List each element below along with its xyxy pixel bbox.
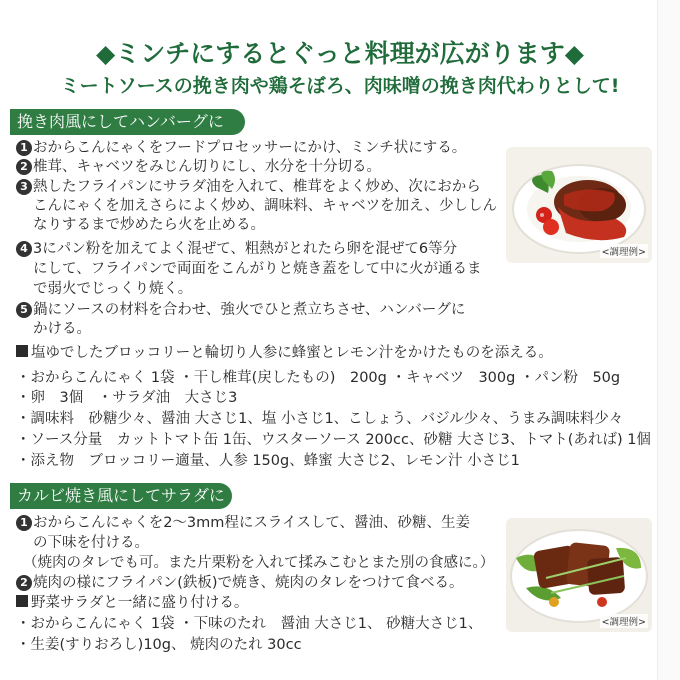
- ingredient-line: ・卵 3個 ・サラダ油 大さじ3: [16, 390, 238, 406]
- page-title: ◆ミンチにするとぐっと料理が広がります◆: [96, 39, 584, 68]
- step-number-icon: 5: [16, 302, 32, 318]
- step-text: （焼肉のタレでも可。また片栗粉を入れて揉みこむとまた別の食感に。）: [23, 555, 495, 571]
- ingredient-line: ・ソース分量 カットトマト缶 1缶、ウスターソース 200cc、砂糖 大さじ3、トマト(あれば) 1個: [16, 432, 651, 448]
- section-heading-kalbi: [10, 483, 232, 509]
- step-line: [33, 197, 497, 216]
- step-text: 3にパン粉を加えてよく混ぜて、粗熱がとれたら卵を混ぜて6等分: [33, 241, 458, 257]
- step-text: 鍋にソースの材料を合わせ、強火でひと煮立ちさせ、ハンバーグに: [33, 302, 466, 318]
- step-text: おからこんにゃくを2〜3mm程にスライスして、醤油、砂糖、生姜: [33, 515, 471, 531]
- step-text: おからこんにゃくをフードプロセッサーにかけ、ミンチ状にする。: [33, 140, 467, 156]
- step-text: の下味を付ける。: [33, 535, 149, 551]
- step-number-icon: 2: [16, 159, 32, 175]
- photo-caption: <調理例>: [600, 244, 648, 258]
- ingredient-line: ・添え物 ブロッコリー適量、人参 150g、蜂蜜 大さじ2、レモン汁 小さじ1: [16, 453, 520, 469]
- step-text: で弱火でじっくり焼く。: [33, 281, 193, 297]
- step-line: [16, 178, 481, 197]
- serving-note: [16, 594, 248, 613]
- step-line: [33, 320, 91, 339]
- step-line: [33, 216, 265, 235]
- step-line: [33, 534, 149, 553]
- serving-note: [16, 344, 553, 363]
- step-text: 椎茸、キャベツをみじん切りにし、水分を十分切る。: [33, 159, 381, 175]
- ingredient-line: ・生姜(すりおろし)10g、 焼肉のたれ 30cc: [16, 637, 302, 653]
- step-number-icon: 1: [16, 140, 32, 156]
- ingredient-line: ・おからこんにゃく 1袋 ・干し椎茸(戻したもの) 200g ・キャベツ 300g ・パン粉 50g: [16, 370, 621, 386]
- step-number-icon: 2: [16, 575, 32, 591]
- ingredient-line: ・調味料 砂糖少々、醤油 大さじ1、塩 小さじ1、こしょう、バジル少々、うまみ調味料少々: [16, 411, 624, 427]
- step-line: [16, 158, 381, 177]
- step-line: [16, 240, 457, 259]
- hamburg-photo: [506, 147, 652, 263]
- section-heading-label: 挽き肉風にしてハンバーグに: [17, 112, 224, 131]
- step-line: [23, 554, 494, 573]
- ingredient-line: ・おからこんにゃく 1袋 ・下味のたれ 醤油 大さじ1、 砂糖大さじ1、: [16, 616, 483, 632]
- step-line: [16, 301, 465, 320]
- step-text: なりするまで炒めたら火を止める。: [33, 217, 265, 233]
- step-number-icon: 4: [16, 241, 32, 257]
- photo-caption: <調理例>: [600, 614, 648, 628]
- step-text: にして、フライパンで両面をこんがりと焼き蓋をして中に火が通るま: [33, 261, 482, 277]
- step-line: [16, 514, 470, 533]
- square-bullet-icon: [16, 345, 28, 357]
- step-number-icon: 3: [16, 179, 32, 195]
- serving-note-text: 野菜サラダと一緒に盛り付ける。: [31, 595, 249, 611]
- step-text: 焼肉の様にフライパン(鉄板)で焼き、焼肉のタレをつけて食べる。: [33, 575, 464, 591]
- step-text: 熱したフライパンにサラダ油を入れて、椎茸をよく炒め、次におから: [33, 179, 481, 195]
- step-line: [16, 574, 464, 593]
- step-line: [33, 260, 481, 279]
- step-number-icon: 1: [16, 515, 32, 531]
- square-bullet-icon: [16, 595, 28, 607]
- section-heading-label: カルビ焼き風にしてサラダに: [17, 486, 225, 505]
- step-line: [33, 280, 192, 299]
- kalbi-photo: [506, 518, 652, 632]
- step-text: かける。: [33, 321, 91, 337]
- step-text: こんにゃくを加えさらによく炒め、調味料、キャベツを加え、少ししん: [33, 198, 497, 214]
- section-heading-hamburg: [10, 109, 245, 135]
- page-edge: [657, 0, 680, 680]
- serving-note-text: 塩ゆでしたブロッコリーと輪切り人参に蜂蜜とレモン汁をかけたものを添える。: [31, 345, 553, 361]
- step-line: [16, 139, 466, 158]
- page-subtitle: ミートソースの挽き肉や鶏そぼろ、肉味噌の挽き肉代わりとして!: [60, 75, 620, 97]
